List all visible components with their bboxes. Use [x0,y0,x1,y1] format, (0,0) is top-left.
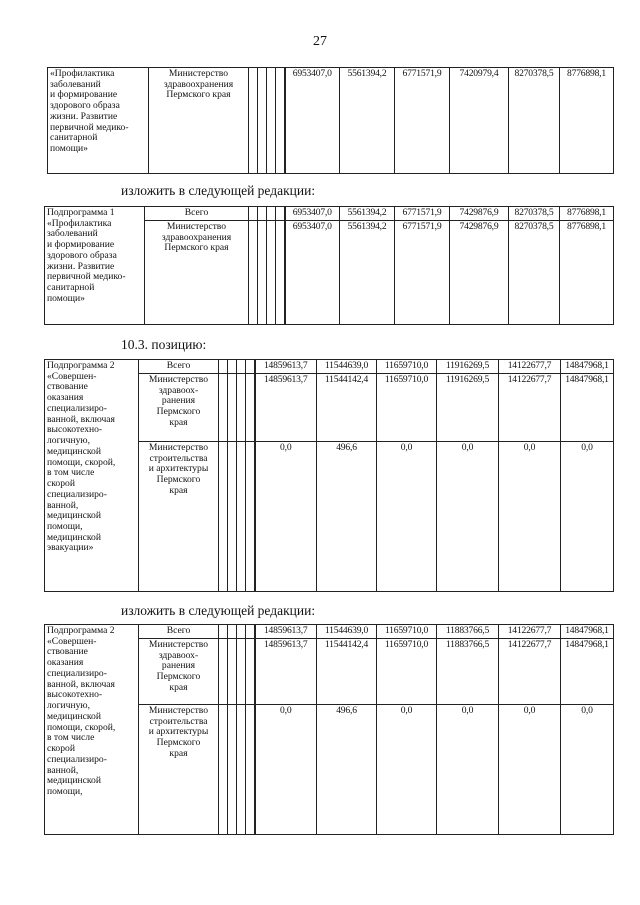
value-cell: 8270378,5 [509,207,560,221]
value-cell: 11659710,0 [377,625,437,639]
program-cell: «Профилактика заболеваний и формирование здорового образа жизни. Развитие первичной медико- санитарной помощи» [48,68,149,174]
value-cell: 11544639,0 [317,625,377,639]
program-cell: Подпрограмма 2 «Совершен- ствование оказания специализиро- ванной, включая высокотехно- логичную, медицинской помощи, скорой, в том числе скорой специализиро- ванной, медицинской помощи, медицинской эвакуации» [45,360,139,592]
program-cell: Подпрограмма 1 «Профилактика заболеваний и формирование здорового образа жизни. Развитие первичной медико- санитарной помощи» [45,207,145,325]
ministry-cell: Министерство строительства и архитектуры Пермского края [139,705,219,835]
value-cell: 6953407,0 [285,207,340,221]
value-cell: 11659710,0 [377,639,437,705]
ministry-cell: Министерство здравоох- ранения Пермского края [139,374,219,442]
value-cell: 0,0 [377,442,437,592]
value-cell: 0,0 [437,705,499,835]
value-cell: 11544142,4 [317,374,377,442]
table-row [45,360,614,374]
value-cell: 14122677,7 [499,360,561,374]
page-number: 27 [313,34,327,49]
value-cell: 5561394,2 [340,68,395,174]
table-block-1 [47,67,614,174]
value-cell: 0,0 [255,705,317,835]
value-cell: 6953407,0 [285,68,340,174]
ministry-cell: Министерство здравоох- ранения Пермского края [139,639,219,705]
value-cell: 14859613,7 [255,374,317,442]
value-cell: 14859613,7 [255,360,317,374]
table-block-2 [44,206,614,325]
table-row [48,68,614,174]
value-cell: 14847968,1 [561,625,614,639]
table-row [45,625,614,639]
table-block-3 [44,359,614,592]
value-cell: 0,0 [255,442,317,592]
value-cell: 11883766,5 [437,625,499,639]
value-cell: 8776898,1 [560,68,614,174]
value-cell: 0,0 [499,705,561,835]
ministry-cell: Министерство строительства и архитектуры Пермского края [139,442,219,592]
total-label: Всего [139,360,219,374]
value-cell: 7429876,9 [450,221,509,325]
value-cell: 6953407,0 [285,221,340,325]
program-cell: Подпрограмма 2 «Совершен- ствование оказания специализиро- ванной, включая высокотехно- логичную, медицинской помощи, скорой, в том числе скорой специализиро- ванной, медицинской помощи, [45,625,139,835]
value-cell: 11544639,0 [317,360,377,374]
value-cell: 8776898,1 [560,207,614,221]
value-cell: 496,6 [317,442,377,592]
value-cell: 14122677,7 [499,639,561,705]
value-cell: 8270378,5 [509,221,560,325]
total-label: Всего [145,207,249,221]
total-label: Всего [139,625,219,639]
value-cell: 14847968,1 [561,639,614,705]
value-cell: 14847968,1 [561,374,614,442]
heading-amendment-2: изложить в следующей редакции: [121,603,316,618]
value-cell: 5561394,2 [340,221,395,325]
table-block-4 [44,624,614,835]
value-cell: 0,0 [561,705,614,835]
value-cell: 11916269,5 [437,374,499,442]
value-cell: 14859613,7 [255,639,317,705]
value-cell: 11659710,0 [377,374,437,442]
heading-position: 10.3. позицию: [121,337,207,352]
value-cell: 6771571,9 [395,207,450,221]
value-cell: 11916269,5 [437,360,499,374]
value-cell: 0,0 [561,442,614,592]
value-cell: 0,0 [499,442,561,592]
table-row [45,207,614,221]
value-cell: 7420979,4 [450,68,509,174]
value-cell: 5561394,2 [340,207,395,221]
ministry-cell: Министерство здравоохранения Пермского края [145,221,249,325]
value-cell: 14847968,1 [561,360,614,374]
value-cell: 0,0 [377,705,437,835]
value-cell: 0,0 [437,442,499,592]
value-cell: 6771571,9 [395,221,450,325]
value-cell: 11544142,4 [317,639,377,705]
heading-amendment-1: изложить в следующей редакции: [121,183,316,198]
value-cell: 14859613,7 [255,625,317,639]
value-cell: 7429876,9 [450,207,509,221]
value-cell: 6771571,9 [395,68,450,174]
value-cell: 8776898,1 [560,221,614,325]
value-cell: 496,6 [317,705,377,835]
value-cell: 14122677,7 [499,625,561,639]
ministry-cell: Министерство здравоохранения Пермского края [149,68,249,174]
value-cell: 14122677,7 [499,374,561,442]
value-cell: 11659710,0 [377,360,437,374]
value-cell: 11883766,5 [437,639,499,705]
value-cell: 8270378,5 [509,68,560,174]
